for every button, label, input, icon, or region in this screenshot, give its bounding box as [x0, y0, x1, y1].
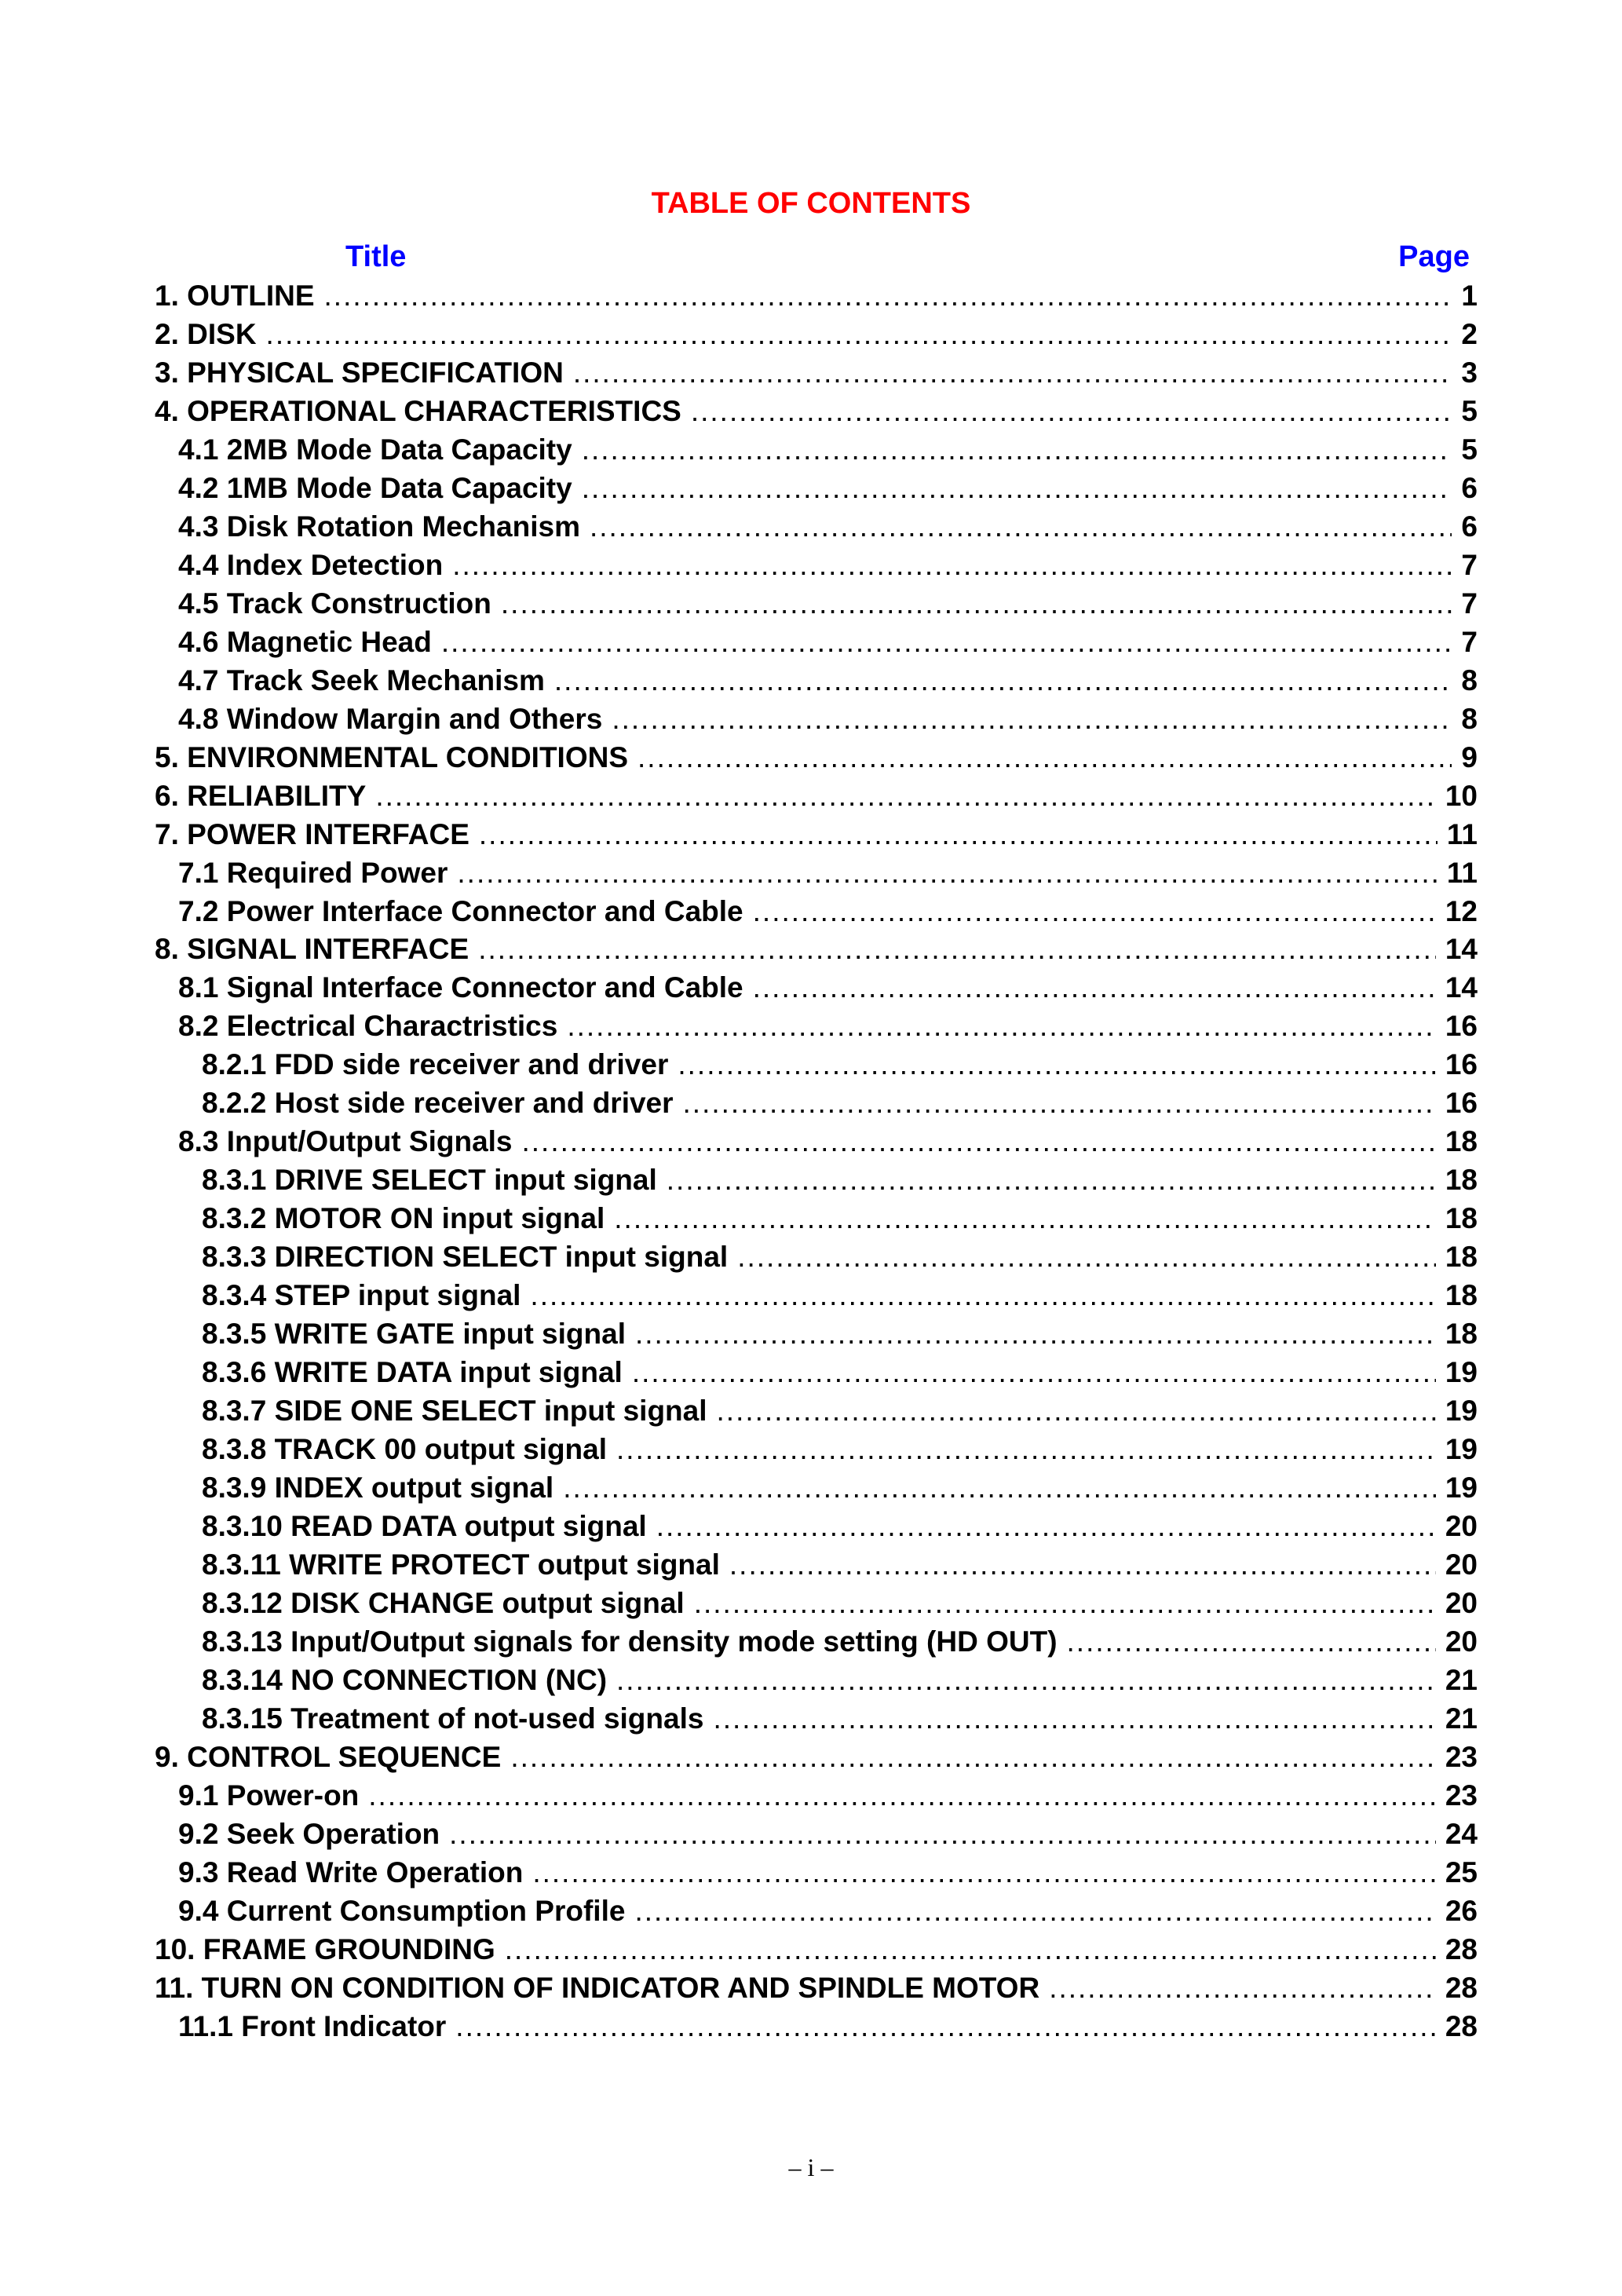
toc-entry-label: 7. POWER INTERFACE [155, 817, 469, 850]
toc-entry[interactable] [155, 1123, 1478, 1161]
toc-entry-label: 4.6 Magnetic Head [178, 625, 432, 658]
dot-leader [737, 1238, 1436, 1277]
toc-entry-label: 8.1 Signal Interface Connector and Cable [178, 971, 743, 1004]
toc-entry-page: 19 [1445, 1433, 1478, 1466]
dot-leader [573, 354, 1452, 393]
toc-entry-label: 1. OUTLINE [155, 280, 315, 312]
toc-entry-label: 4.3 Disk Rotation Mechanism [178, 510, 580, 543]
toc-entry-page: 6 [1461, 510, 1478, 543]
dot-leader [1049, 1969, 1436, 2008]
toc-entry[interactable] [155, 470, 1478, 508]
toc-entry-page: 5 [1461, 433, 1478, 466]
dot-leader [455, 2008, 1436, 2046]
toc-entry[interactable] [155, 508, 1478, 547]
dot-leader [614, 1200, 1436, 1238]
toc-entry[interactable] [155, 1392, 1478, 1431]
toc-entry[interactable] [155, 2008, 1478, 2046]
dot-leader [368, 1777, 1436, 1815]
dot-leader [375, 777, 1436, 816]
toc-entry-page: 20 [1445, 1510, 1478, 1542]
toc-entry[interactable] [155, 1815, 1478, 1854]
toc-entry-label: 7.2 Power Interface Connector and Cable [178, 894, 743, 927]
toc-entry-page: 7 [1461, 587, 1478, 620]
toc-entry-page: 8 [1461, 702, 1478, 735]
toc-entry-label: 8.3.5 WRITE GATE input signal [202, 1318, 626, 1351]
toc-entry-label: 8.3.9 INDEX output signal [202, 1472, 554, 1504]
toc-entry-page: 20 [1445, 1625, 1478, 1658]
toc-entry-page: 23 [1445, 1740, 1478, 1773]
toc-entry[interactable] [155, 777, 1478, 816]
dot-leader [616, 1662, 1436, 1700]
toc-entry-label: 4. OPERATIONAL CHARACTERISTICS [155, 394, 681, 427]
toc-entry[interactable] [155, 854, 1478, 893]
toc-entry-label: 4.5 Track Construction [178, 587, 491, 620]
toc-entry[interactable] [155, 1007, 1478, 1046]
toc-entry-label: 8.3 Input/Output Signals [178, 1125, 513, 1158]
dot-leader [479, 816, 1438, 854]
toc-entry[interactable] [155, 1738, 1478, 1777]
dot-leader [691, 393, 1452, 431]
toc-entry-label: 5. ENVIRONMENTAL CONDITIONS [155, 740, 629, 773]
toc-entry-page: 20 [1445, 1586, 1478, 1619]
toc-entry[interactable] [155, 1546, 1478, 1585]
toc-entry-page: 2 [1461, 317, 1478, 350]
toc-entry-page: 23 [1445, 1779, 1478, 1812]
toc-entry-page: 14 [1445, 971, 1478, 1004]
toc-entry-page: 12 [1445, 894, 1478, 927]
toc-entry[interactable] [155, 1200, 1478, 1238]
toc-entry-label: 8.3.6 WRITE DATA input signal [202, 1356, 623, 1389]
dot-leader [505, 1931, 1436, 1969]
toc-entry-page: 8 [1461, 664, 1478, 696]
dot-leader [616, 1431, 1436, 1469]
toc-entry-page: 19 [1445, 1356, 1478, 1389]
dot-leader [612, 700, 1452, 739]
toc-entry-label: 8.2 Electrical Charactristics [178, 1010, 558, 1043]
toc-entry-page: 1 [1461, 280, 1478, 312]
toc-entry-page: 28 [1445, 1971, 1478, 2004]
toc-entry-page: 16 [1445, 1048, 1478, 1081]
toc-entry[interactable] [155, 700, 1478, 739]
toc-entry[interactable] [155, 1354, 1478, 1392]
toc-entry[interactable] [155, 431, 1478, 470]
toc-entry[interactable] [155, 1469, 1478, 1508]
toc-entry-page: 16 [1445, 1010, 1478, 1043]
toc-entry[interactable] [155, 1084, 1478, 1123]
toc-entry-page: 5 [1461, 394, 1478, 427]
toc-entry-page: 24 [1445, 1817, 1478, 1850]
toc-entry-label: 8.2.1 FDD side receiver and driver [202, 1048, 669, 1081]
dot-leader [753, 893, 1436, 931]
toc-entry-label: 6. RELIABILITY [155, 779, 367, 812]
toc-entry[interactable] [155, 585, 1478, 623]
toc-entry-page: 21 [1445, 1663, 1478, 1696]
toc-entry[interactable] [155, 1585, 1478, 1623]
dot-leader [582, 470, 1452, 508]
dot-leader [449, 1815, 1436, 1854]
dot-leader [582, 431, 1452, 470]
toc-entry-page: 25 [1445, 1855, 1478, 1888]
toc-entry-label: 8.2.2 Host side receiver and driver [202, 1087, 674, 1120]
dot-leader [753, 969, 1436, 1007]
dot-leader [510, 1738, 1436, 1777]
toc-entry-label: 8.3.2 MOTOR ON input signal [202, 1202, 605, 1235]
toc-entry-label: 9.4 Current Consumption Profile [178, 1894, 626, 1927]
toc-entry-page: 18 [1445, 1125, 1478, 1158]
toc-entry-page: 16 [1445, 1087, 1478, 1120]
toc-entry-label: 4.1 2MB Mode Data Capacity [178, 433, 572, 466]
toc-entry-label: 8.3.3 DIRECTION SELECT input signal [202, 1241, 729, 1274]
toc-entry-page: 10 [1445, 779, 1478, 812]
toc-entry-label: 4.8 Window Margin and Others [178, 702, 603, 735]
toc-entry-page: 18 [1445, 1318, 1478, 1351]
toc-entry[interactable] [155, 393, 1478, 431]
toc-entry-page: 6 [1461, 471, 1478, 504]
toc-entry-label: 8.3.10 READ DATA output signal [202, 1510, 647, 1542]
toc-entry-label: 9. CONTROL SEQUENCE [155, 1740, 502, 1773]
toc-entry[interactable] [155, 1662, 1478, 1700]
dot-leader [632, 1354, 1436, 1392]
toc-entry-page: 20 [1445, 1548, 1478, 1581]
toc-entry-label: 11.1 Front Indicator [178, 2009, 447, 2042]
toc-entry-page: 11 [1446, 856, 1478, 889]
toc-entry-label: 8.3.12 DISK CHANGE output signal [202, 1586, 685, 1619]
dot-leader [441, 623, 1452, 662]
toc-entry-label: 8.3.4 STEP input signal [202, 1279, 521, 1312]
dot-leader [717, 1392, 1436, 1431]
dot-leader [501, 585, 1452, 623]
toc-entry[interactable] [155, 816, 1478, 854]
dot-leader [530, 1277, 1435, 1315]
toc-entry[interactable] [155, 1854, 1478, 1892]
toc-entry-label: 8.3.15 Treatment of not-used signals [202, 1702, 704, 1735]
dot-leader [532, 1854, 1436, 1892]
toc-entry-page: 11 [1446, 817, 1478, 850]
toc-entry-page: 18 [1445, 1202, 1478, 1235]
toc-entry-label: 11. TURN ON CONDITION OF INDICATOR AND SPINDLE MOTOR [155, 1971, 1040, 2004]
dot-leader [694, 1585, 1436, 1623]
toc-entry[interactable] [155, 893, 1478, 931]
toc-entry-page: 19 [1445, 1395, 1478, 1428]
toc-entry-page: 3 [1461, 356, 1478, 389]
toc-entry-label: 8. SIGNAL INTERFACE [155, 933, 469, 966]
toc-entry-label: 8.3.7 SIDE ONE SELECT input signal [202, 1395, 707, 1428]
toc-entry-label: 8.3.13 Input/Output signals for density mode setting (HD OUT) [202, 1625, 1058, 1658]
toc-entry-label: 7.1 Required Power [178, 856, 448, 889]
dot-leader [554, 662, 1452, 700]
toc-entry-page: 18 [1445, 1241, 1478, 1274]
toc-entry-page: 7 [1461, 548, 1478, 581]
dot-leader [522, 1123, 1436, 1161]
title-column-header: Title [345, 240, 407, 273]
toc-entry-label: 4.4 Index Detection [178, 548, 444, 581]
dot-leader [452, 547, 1452, 585]
toc-entry[interactable] [155, 662, 1478, 700]
toc-entry-page: 19 [1445, 1472, 1478, 1504]
toc-entry-label: 9.1 Power-on [178, 1779, 360, 1812]
toc-entry[interactable] [155, 1277, 1478, 1315]
toc-entry[interactable] [155, 739, 1478, 777]
toc-entry[interactable] [155, 1508, 1478, 1546]
dot-leader [656, 1508, 1436, 1546]
toc-entry-page: 26 [1445, 1894, 1478, 1927]
dot-leader [713, 1700, 1435, 1738]
toc-entry-label: 8.3.8 TRACK 00 output signal [202, 1433, 608, 1466]
toc-entry[interactable] [155, 969, 1478, 1007]
toc-entry-label: 10. FRAME GROUNDING [155, 1932, 495, 1965]
toc-entry[interactable] [155, 1931, 1478, 1969]
dot-leader [683, 1084, 1436, 1123]
dot-leader [324, 277, 1452, 316]
dot-leader [457, 854, 1437, 893]
toc-entry[interactable] [155, 930, 1478, 969]
toc-entry[interactable] [155, 277, 1478, 316]
toc-entry-label: 8.3.11 WRITE PROTECT output signal [202, 1548, 720, 1581]
dot-leader [563, 1469, 1436, 1508]
toc-entry-page: 18 [1445, 1279, 1478, 1312]
toc-entry-page: 21 [1445, 1702, 1478, 1735]
dot-leader [590, 508, 1452, 547]
toc-entry[interactable] [155, 1431, 1478, 1469]
dot-leader [635, 1315, 1436, 1354]
toc-entry-label: 9.2 Seek Operation [178, 1817, 440, 1850]
toc-entry[interactable] [155, 1315, 1478, 1354]
page-title: TABLE OF CONTENTS [651, 187, 971, 220]
toc-entry[interactable] [155, 1238, 1478, 1277]
toc-entry[interactable] [155, 1046, 1478, 1084]
toc-entry[interactable] [155, 1969, 1478, 2008]
toc-entry-label: 3. PHYSICAL SPECIFICATION [155, 356, 564, 389]
page-column-header: Page [1398, 240, 1470, 273]
toc-entry-page: 28 [1445, 1932, 1478, 1965]
toc-entry[interactable] [155, 1892, 1478, 1931]
dot-leader [637, 739, 1452, 777]
toc-entry-label: 8.3.1 DRIVE SELECT input signal [202, 1164, 657, 1197]
dot-leader [1067, 1623, 1436, 1662]
page-number-footer: – i – [788, 2153, 834, 2181]
dot-leader [678, 1046, 1435, 1084]
toc-entry-page: 28 [1445, 2009, 1478, 2042]
toc-entry-label: 4.2 1MB Mode Data Capacity [178, 471, 572, 504]
toc-entry-label: 4.7 Track Seek Mechanism [178, 664, 545, 696]
dot-leader [266, 316, 1452, 354]
toc-entry[interactable] [155, 316, 1478, 354]
toc-entry-label: 9.3 Read Write Operation [178, 1855, 524, 1888]
toc-entry-page: 14 [1445, 933, 1478, 966]
toc-entry[interactable] [155, 1161, 1478, 1200]
dot-leader [667, 1161, 1436, 1200]
toc-entry[interactable] [155, 1700, 1478, 1738]
toc-entry-page: 7 [1461, 625, 1478, 658]
dot-leader [634, 1892, 1435, 1931]
toc-entry-label: 8.3.14 NO CONNECTION (NC) [202, 1663, 608, 1696]
toc-entry[interactable] [155, 547, 1478, 585]
toc-entry[interactable] [155, 623, 1478, 662]
toc-entry[interactable] [155, 354, 1478, 393]
toc-list [155, 277, 1478, 2046]
toc-entry-label: 2. DISK [155, 317, 257, 350]
dot-leader [567, 1007, 1436, 1046]
dot-leader [478, 930, 1436, 969]
dot-leader [729, 1546, 1436, 1585]
toc-entry[interactable] [155, 1777, 1478, 1815]
toc-entry-page: 18 [1445, 1164, 1478, 1197]
toc-entry[interactable] [155, 1623, 1478, 1662]
toc-entry-page: 9 [1461, 740, 1478, 773]
